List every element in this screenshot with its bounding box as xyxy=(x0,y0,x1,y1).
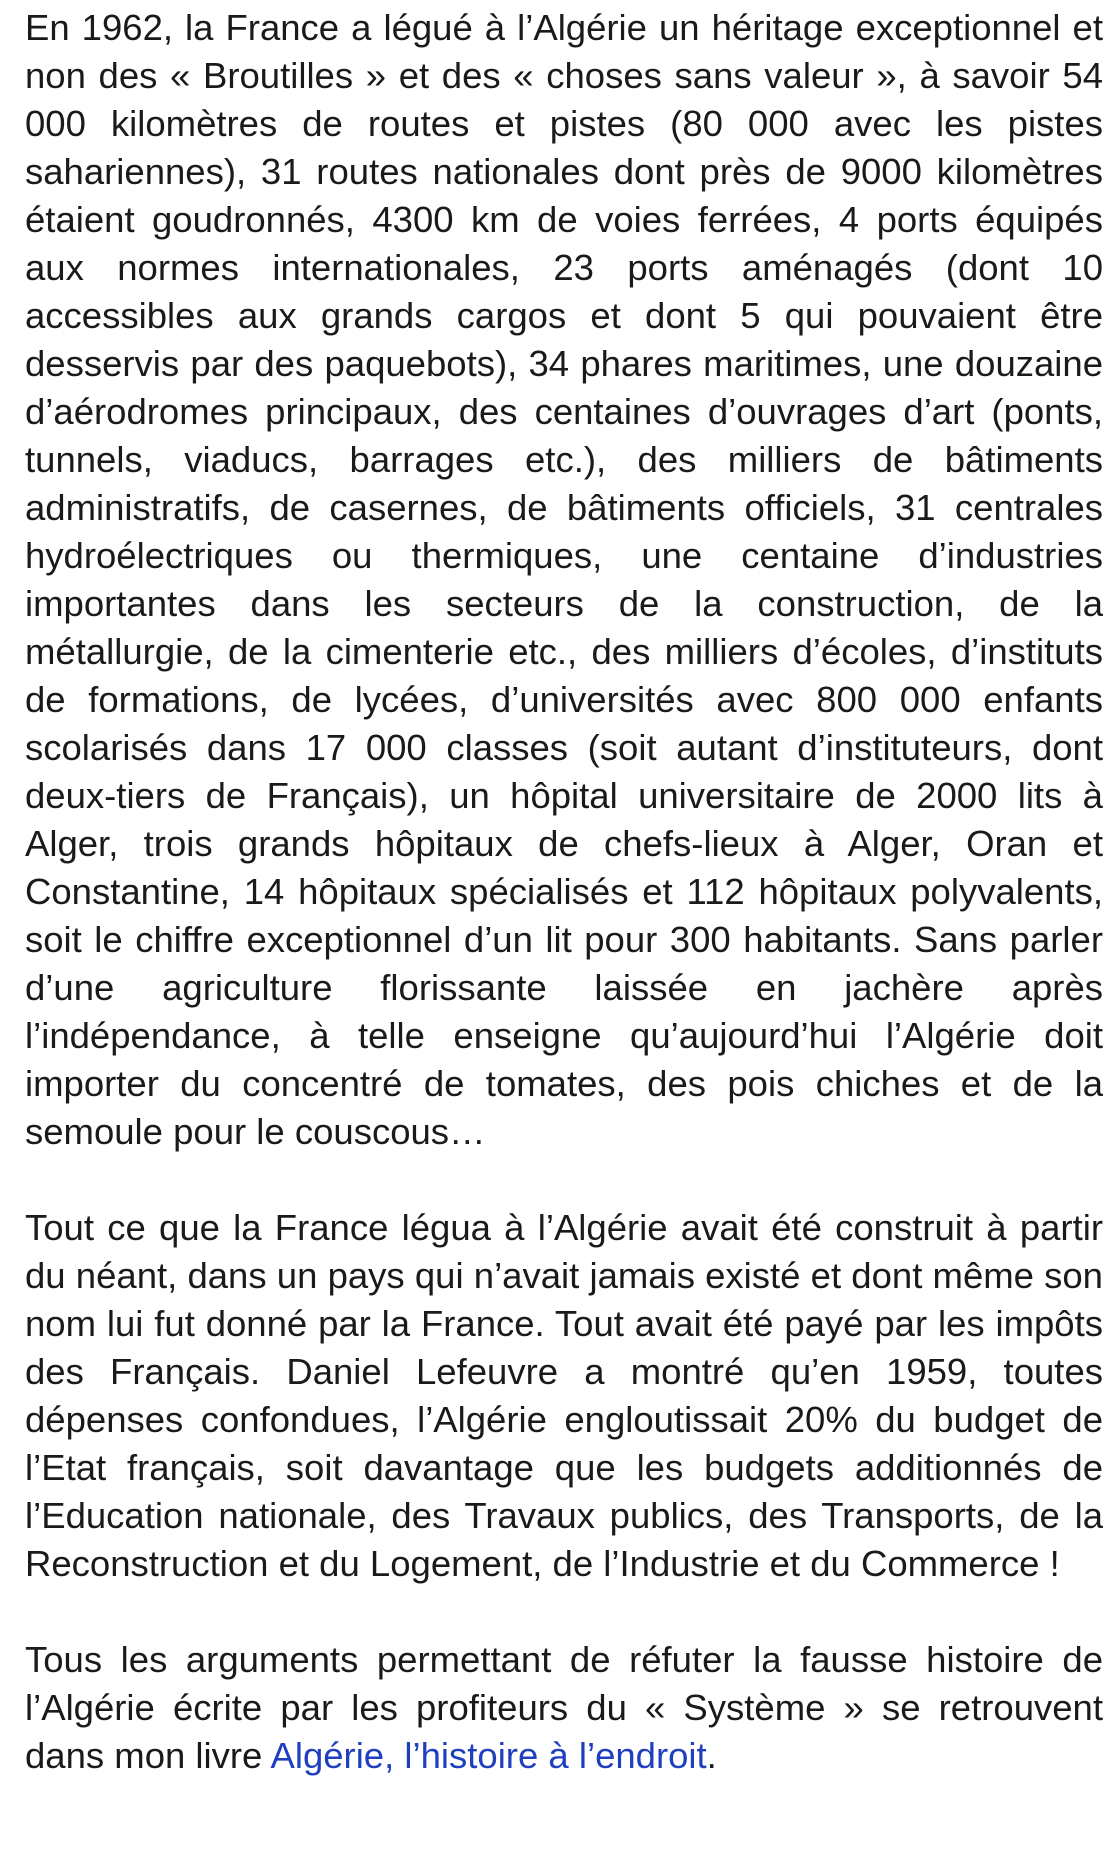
paragraph-book xyxy=(25,1636,1103,1780)
paragraph-cost: Tout ce que la France légua à l’Algérie avait été construit à partir du néant, dans un pays qui n’avait jamais existé et dont même son nom lui fut donné par la France. Tout avait été payé par les impôts des Français. Daniel Lefeuvre a montré qu’en 1959, toutes dépenses confondues, l’Algérie engloutissait 20% du budget de l’Etat français, soit davantage que les budgets additionnés de l’Education nationale, des Travaux publics, des Transports, de la Reconstruction et du Logement, de l’Industrie et du Commerce ! xyxy=(25,1207,1103,1584)
paragraph-heritage: En 1962, la France a légué à l’Algérie un héritage exceptionnel et non des « Broutilles » et des « choses sans valeur », à savoir 54 000 kilomètres de routes et pistes (80 000 avec les pistes sahariennes), 31 routes nationales dont près de 9000 kilomètres étaient goudronnés, 4300 km de voies ferrées, 4 ports équipés aux normes internationales, 23 ports aménagés (dont 10 accessibles aux grands cargos et dont 5 qui pouvaient être desservis par des paquebots), 34 phares maritimes, une douzaine d’aérodromes principaux, des centaines d’ouvrages d’art (ponts, tunnels, viaducs, barrages etc.), des milliers de bâtiments administratifs, de casernes, de bâtiments officiels, 31 centrales hydroélectriques ou thermiques, une centaine d’industries importantes dans les secteurs de la construction, de la métallurgie, de la cimenterie etc., des milliers d’écoles, d’instituts de formations, de lycées, d’universités avec 800 000 enfants scolarisés dans 17 000 classes (soit autant d’instituteurs, dont deux-tiers de Français), un hôpital universitaire de 2000 lits à Alger, trois grands hôpitaux de chefs-lieux à Alger, Oran et Constantine, 14 hôpitaux spécialisés et 112 hôpitaux polyvalents, soit le chiffre exceptionnel d’un lit pour 300 habitants. Sans parler d’une agriculture florissante laissée en jachère après l’indépendance, à telle enseigne qu’aujourd’hui l’Algérie doit importer du concentré de tomates, des pois chiches et de la semoule pour le couscous… xyxy=(25,7,1103,1152)
paragraph-book-text: Tous les arguments permettant de réfuter la fausse histoire de l’Algérie écrite par les profiteurs du « Système » se retrouvent dans mon livre xyxy=(25,1639,1103,1776)
paragraph-book-end: . xyxy=(706,1735,717,1776)
book-link[interactable]: Algérie, l’histoire à l’endroit xyxy=(270,1735,707,1776)
